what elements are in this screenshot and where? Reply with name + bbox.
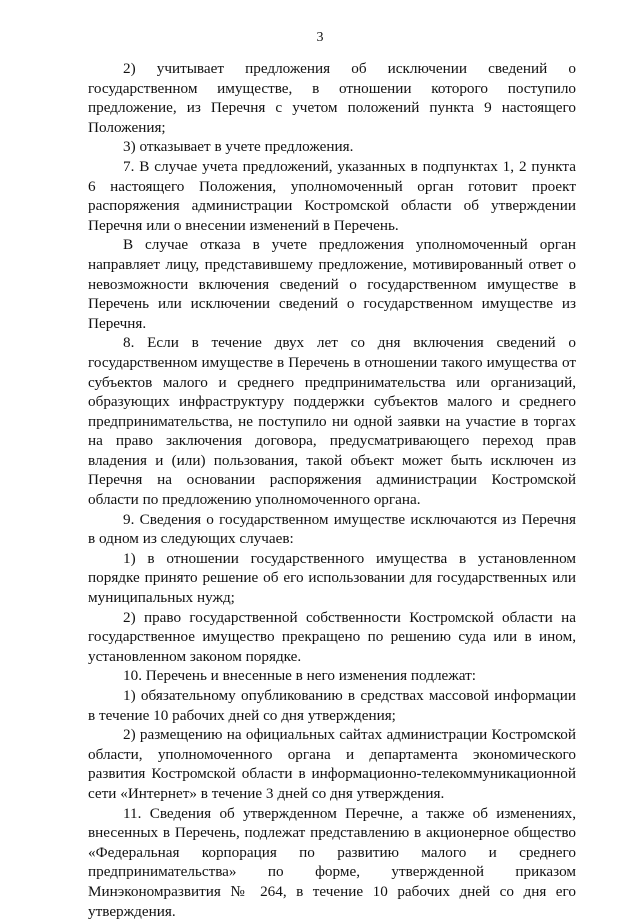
- paragraph-2-accounts-exclusion: 2) учитывает предложения об исключении сведений о государственном имуществе, в отношении которого поступило предложение, из Перечня с учетом положений пункта 9 настоящего Положения;: [88, 60, 576, 136]
- paragraph-3-rejects: 3) отказывает в учете предложения.: [123, 138, 354, 156]
- paragraph-7-draft-order: 7. В случае учета предложений, указанных в подпунктах 1, 2 пункта 6 настоящего Положения, уполномоченный орган готовит проект распоряжения администрации Костромской области об утверждении Перечня или о внесении изменений в Перечень.: [88, 157, 576, 234]
- paragraph-9-case-2: 2) право государственной собственности Костромской области на государственное имущество прекращено по решению суда или в ином, установленном законом порядке.: [88, 608, 576, 665]
- paragraph-11-submission: 11. Сведения об утвержденном Перечне, а также об изменениях, внесенных в Перечень, подлежат представлению в акционерное общество «Федеральная корпорация по развитию малого и среднего предпринимательства» по форме, утвержденной приказом Минэкономразвития № 264, в течение 10 рабочих дней со дня его утверждения.: [88, 804, 576, 920]
- paragraph-refusal-response: В случае отказа в учете предложения уполномоченный орган направляет лицу, представившему предложение, мотивированный ответ о невозможности включения сведений о государственном имуществе в Перечень или исключении сведений о государственном имуществе из Перечня.: [88, 236, 576, 332]
- paragraph-9-exclusion-cases: 9. Сведения о государственном имуществе исключаются из Перечня в одном из следующих случаев:: [88, 510, 576, 548]
- paragraph-10-item-2: 2) размещению на официальных сайтах администрации Костромской области, уполномоченного органа и департамента экономического развития Костромской области в информационно-телекоммуникационной сети «Интернет» в течение 3 дней со дня утверждения.: [88, 726, 576, 802]
- paragraph-9-case-1: 1) в отношении государственного имущества в установленном порядке принято решение об его использовании для государственных или муниципальных нужд;: [88, 549, 576, 607]
- paragraph-8-two-year-exclusion: 8. Если в течение двух лет со дня включения сведений о государственном имуществе в Перечень в отношении такого имущества от субъектов малого и среднего предпринимательства или организаций, образующих инфраструктуру поддержки субъектов малого и среднего предпринимательства, не поступило ни одной заявки на участие в торгах на право заключения договора, предусматривающего переход прав владения и (или) пользования, такой объект может быть исключен из Перечня на основании распоряжения администрации Костромской области по предложению уполномоченного органа.: [88, 334, 576, 509]
- page-number: 3: [316, 30, 324, 45]
- paragraph-10-publication: 10. Перечень и внесенные в него изменения подлежат:: [123, 667, 476, 685]
- document-body: [88, 59, 576, 921]
- paragraph-10-item-1: 1) обязательному опубликованию в средствах массовой информации в течение 10 рабочих дней со дня утверждения;: [88, 687, 576, 724]
